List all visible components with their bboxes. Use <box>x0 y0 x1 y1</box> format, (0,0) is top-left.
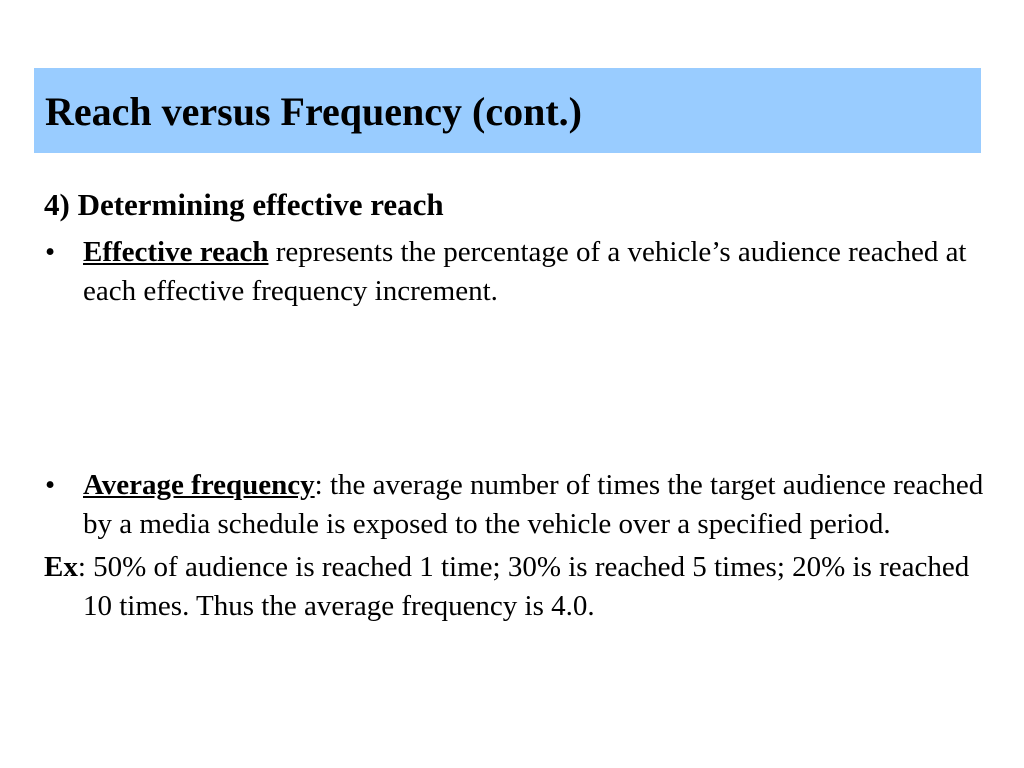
section-heading: 4) Determining effective reach <box>44 187 444 222</box>
bullet-average-frequency <box>44 466 984 544</box>
example-text: : 50% of audience is reached 1 time; 30% is reached 5 times; 20% is reached 10 times. Thus the average frequency is 4.0. <box>77 551 970 622</box>
bullet-mark: • <box>45 469 56 501</box>
slide-title: Reach versus Frequency (cont.) <box>45 89 582 134</box>
example-label: Ex <box>44 551 78 583</box>
bullet-mark: • <box>45 236 56 268</box>
bullet-effective-reach <box>44 233 984 311</box>
term-average-frequency: Average frequency <box>83 469 315 501</box>
slide-body <box>44 184 984 626</box>
example-paragraph <box>44 548 984 626</box>
term-effective-reach: Effective reach <box>83 236 269 268</box>
definition-effective-reach: represents the percentage of a vehicle’s audience reached at each effective frequency increment. <box>83 236 967 307</box>
term-separator: : <box>314 469 323 501</box>
title-bar <box>34 68 981 153</box>
definition-average-frequency: the average number of times the target audience reached by a media schedule is exposed to the vehicle over a specified period. <box>83 469 984 540</box>
